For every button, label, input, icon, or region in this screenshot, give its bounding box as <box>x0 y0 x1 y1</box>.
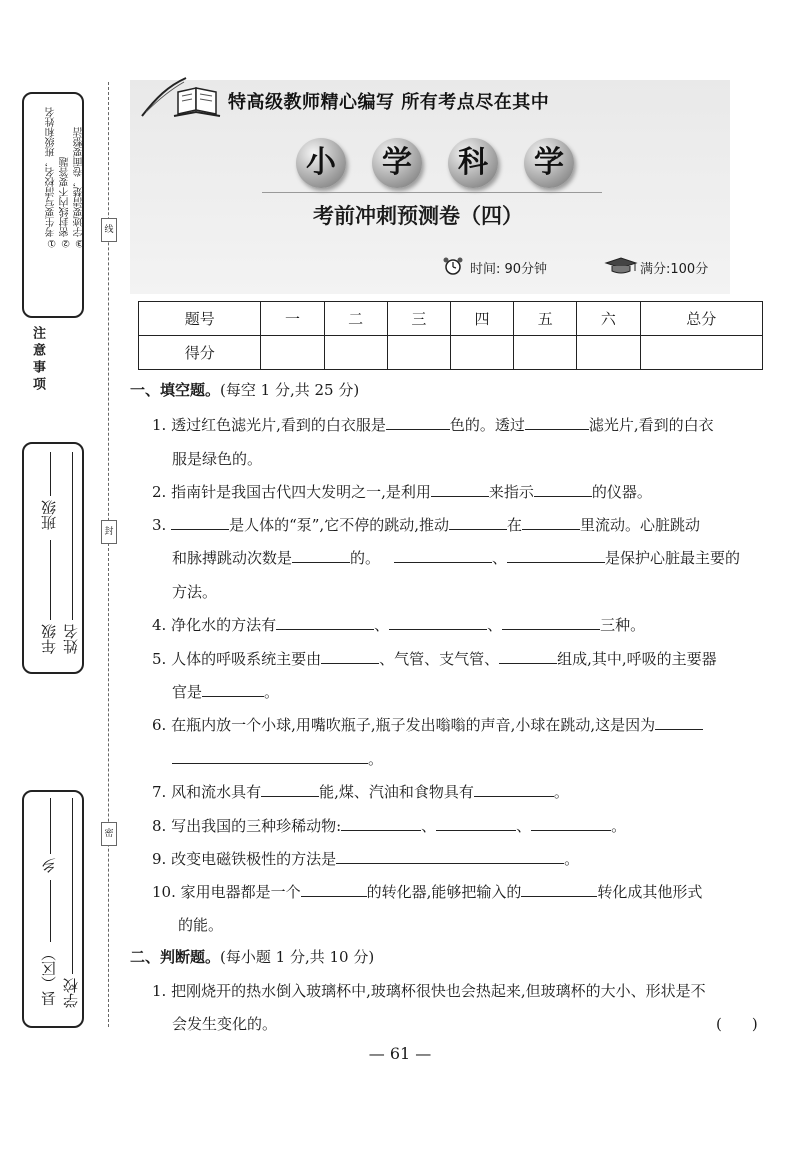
question-text: 转化成其他形式 <box>597 883 703 901</box>
page-number: — 61 — <box>368 1044 432 1063</box>
table-cell: 三 <box>387 302 450 336</box>
question-text: 滤光片,看到的白衣 <box>588 416 714 434</box>
county-line[interactable] <box>50 880 51 942</box>
judge-question-1-line-2: 会发生变化的。 <box>172 1015 278 1033</box>
question-5-line-2 <box>172 681 279 702</box>
grade-line[interactable] <box>50 540 51 620</box>
question-text: 7. 风和流水具有 <box>152 783 262 801</box>
question-3-line-1 <box>152 514 700 535</box>
section-1-title: 一、填空题。 <box>130 381 221 399</box>
question-text: 、气管、支气管、 <box>379 650 500 668</box>
notice-title: 注意事项 <box>30 326 45 394</box>
question-text: 来指示 <box>488 483 534 501</box>
question-7 <box>152 781 569 802</box>
score-table <box>138 301 763 370</box>
question-text: 的仪器。 <box>591 483 652 501</box>
question-text: 9. 改变电磁铁极性的方法是 <box>152 850 337 868</box>
question-9 <box>152 848 579 869</box>
question-text: 。 <box>564 850 580 868</box>
grade-label: 年级 <box>40 624 58 654</box>
book-quill-icon <box>138 76 228 120</box>
question-text: 、 <box>374 616 390 634</box>
answer-blank[interactable] <box>386 415 450 430</box>
table-cell: 总分 <box>640 302 762 336</box>
question-text: 色的。透过 <box>449 416 525 434</box>
full-score: 满分:100分 <box>640 262 709 277</box>
exam-time: 时间: 90分钟 <box>470 262 548 277</box>
answer-blank[interactable] <box>531 816 611 831</box>
question-text: 在 <box>506 516 522 534</box>
question-2 <box>152 481 652 502</box>
cut-mark-xian: 线 <box>101 218 117 242</box>
section-2-heading <box>130 946 374 967</box>
answer-blank[interactable] <box>522 515 580 530</box>
school-label: 学校 <box>62 978 80 1008</box>
question-text: 能,煤、汽油和食物具有 <box>319 783 474 801</box>
score-input-cell[interactable] <box>640 336 762 370</box>
score-input-cell[interactable] <box>450 336 513 370</box>
question-text: 5. 人体的呼吸系统主要由 <box>152 650 322 668</box>
answer-blank[interactable] <box>499 649 557 664</box>
answer-paren[interactable]: ( ) <box>716 1015 758 1033</box>
answer-blank[interactable] <box>321 649 379 664</box>
question-8 <box>152 815 626 836</box>
score-input-cell[interactable] <box>577 336 640 370</box>
section-2-title: 二、判断题。 <box>130 948 221 966</box>
table-cell: 四 <box>450 302 513 336</box>
answer-blank[interactable] <box>394 548 492 563</box>
question-text: 的转化器,能够把输入的 <box>366 883 522 901</box>
section-1-heading <box>130 379 359 400</box>
answer-blank[interactable] <box>389 615 487 630</box>
notice-item-1: ①考生要写清校名，班级和姓名 <box>46 107 57 248</box>
table-row-score <box>139 336 763 370</box>
question-3-line-2 <box>172 547 740 568</box>
table-cell: 一 <box>261 302 324 336</box>
question-text: 2. 指南针是我国古代四大发明之一,是利用 <box>152 483 431 501</box>
table-row-header <box>139 302 763 336</box>
question-text: 、 <box>421 817 437 835</box>
table-cell: 题号 <box>139 302 261 336</box>
clock-icon <box>441 256 465 276</box>
table-cell: 二 <box>324 302 387 336</box>
table-cell: 五 <box>514 302 577 336</box>
question-6-line-2 <box>172 748 383 769</box>
table-cell: 得分 <box>139 336 261 370</box>
answer-blank[interactable] <box>292 548 350 563</box>
title-divider <box>262 192 602 193</box>
answer-blank[interactable] <box>502 615 600 630</box>
answer-blank[interactable] <box>301 882 367 897</box>
answer-blank[interactable] <box>431 482 489 497</box>
answer-blank[interactable] <box>336 849 564 864</box>
notice-item-3: ③字迹要清楚，卷面要整洁 <box>74 127 85 248</box>
question-text: 是保护心脏最主要的 <box>605 549 741 567</box>
answer-blank[interactable] <box>449 515 507 530</box>
township-line[interactable] <box>50 798 51 854</box>
question-text: 10. 家用电器都是一个 <box>152 883 301 901</box>
class-line[interactable] <box>50 452 51 496</box>
question-text: 、 <box>516 817 532 835</box>
question-1-line-1 <box>152 414 714 435</box>
question-10-line-2: 的能。 <box>178 916 224 934</box>
title-char-3: 科 <box>448 138 498 188</box>
answer-blank[interactable] <box>171 515 229 530</box>
question-text: 4. 净化水的方法有 <box>152 616 277 634</box>
title-char-1: 小 <box>296 138 346 188</box>
table-cell: 六 <box>577 302 640 336</box>
question-text: 。 <box>368 750 384 768</box>
answer-blank[interactable] <box>507 548 605 563</box>
question-text: 组成,其中,呼吸的主要器 <box>557 650 717 668</box>
cut-mark-feng: 封 <box>101 520 117 544</box>
cut-mark-mi: 密 <box>101 822 117 846</box>
score-input-cell[interactable] <box>514 336 577 370</box>
score-input-cell[interactable] <box>261 336 324 370</box>
answer-blank[interactable] <box>202 682 264 697</box>
question-text: 。 <box>611 817 627 835</box>
question-text: 。 <box>553 783 569 801</box>
answer-blank[interactable] <box>341 816 421 831</box>
question-6-line-1 <box>152 714 703 735</box>
answer-blank[interactable] <box>436 816 516 831</box>
question-1-line-2: 服是绿色的。 <box>172 450 263 468</box>
answer-blank[interactable] <box>521 882 597 897</box>
question-4 <box>152 614 645 635</box>
title-char-2: 学 <box>372 138 422 188</box>
score-input-cell[interactable] <box>387 336 450 370</box>
name-line[interactable] <box>72 452 73 620</box>
class-label: 班级 <box>40 500 58 530</box>
question-10-line-1 <box>152 881 702 902</box>
question-text: 。 <box>264 683 280 701</box>
answer-blank[interactable] <box>655 715 703 730</box>
section-2-note: (每小题 1 分,共 10 分) <box>220 948 375 966</box>
name-label: 姓名 <box>62 624 80 654</box>
township-label: 乡 <box>40 858 58 873</box>
score-input-cell[interactable] <box>324 336 387 370</box>
question-text: 、 <box>487 616 503 634</box>
question-text: 、 <box>492 549 508 567</box>
graduation-cap-icon <box>604 256 638 276</box>
answer-blank[interactable] <box>534 482 592 497</box>
exam-subtitle: 考前冲刺预测卷（四） <box>313 204 523 228</box>
question-5-line-1 <box>152 648 717 669</box>
question-text: 三种。 <box>600 616 646 634</box>
question-text: 1. 透过红色滤光片,看到的白衣服是 <box>152 416 386 434</box>
question-text: 的。 <box>350 549 381 567</box>
school-line[interactable] <box>72 798 73 974</box>
question-text: 8. 写出我国的三种珍稀动物: <box>152 817 342 835</box>
section-1-note: (每空 1 分,共 25 分) <box>220 381 360 399</box>
question-text: 里流动。心脏跳动 <box>579 516 700 534</box>
notice-item-2: ②密封线内不要答题 <box>60 157 71 248</box>
question-text: 和脉搏跳动次数是 <box>172 549 293 567</box>
answer-blank[interactable] <box>172 749 368 764</box>
answer-blank[interactable] <box>474 782 554 797</box>
judge-question-1-line-1: 1. 把刚烧开的热水倒入玻璃杯中,玻璃杯很快也会热起来,但玻璃杯的大小、形状是不 <box>152 982 706 1000</box>
title-char-4: 学 <box>524 138 574 188</box>
county-label: 县（区） <box>40 946 58 1006</box>
question-text: 官是 <box>172 683 203 701</box>
question-3-line-3: 方法。 <box>172 583 218 601</box>
question-text: 是人体的“泵”,它不停的跳动,推动 <box>229 516 449 534</box>
question-text: 3. <box>152 516 167 534</box>
slogan: 特高级教师精心编写 所有考点尽在其中 <box>228 92 550 113</box>
answer-blank[interactable] <box>276 615 374 630</box>
answer-blank[interactable] <box>525 415 589 430</box>
answer-blank[interactable] <box>261 782 319 797</box>
question-text: 6. 在瓶内放一个小球,用嘴吹瓶子,瓶子发出嗡嗡的声音,小球在跳动,这是因为 <box>152 716 656 734</box>
